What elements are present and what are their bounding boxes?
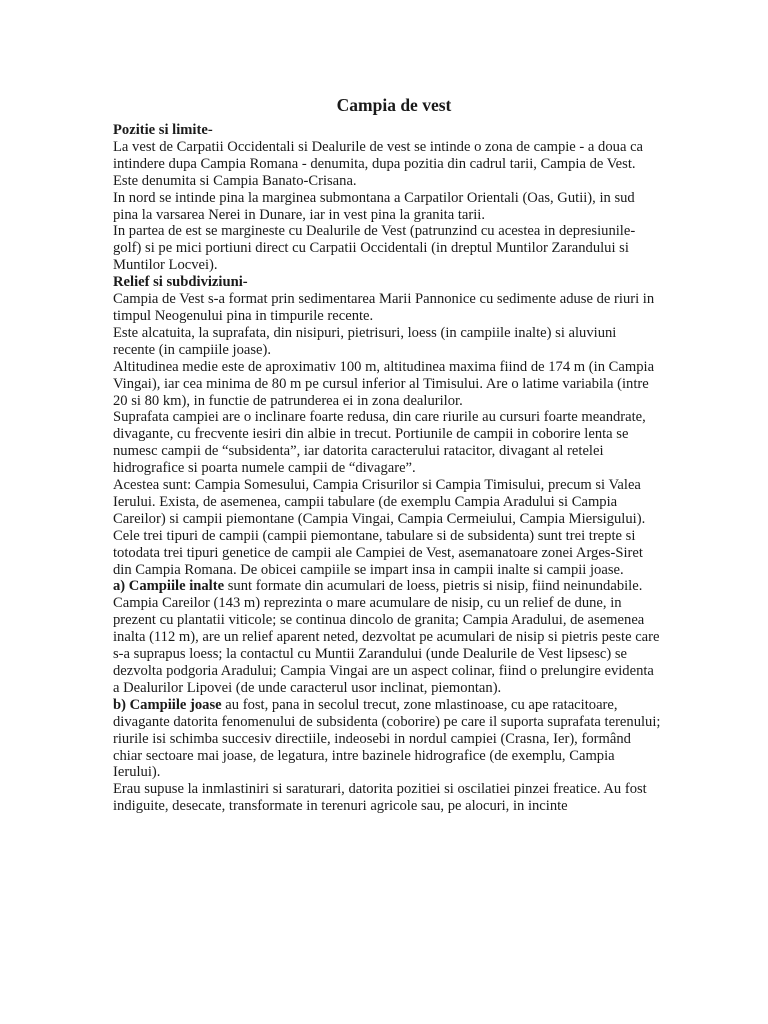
paragraph-campiile-joase (113, 697, 661, 782)
paragraph: Erau supuse la inmlastiniri si saraturari, datorita pozitiei si oscilatiei pinzei freatice. Au fost indiguite, desecate, transformate in terenuri agricole sau, pe alocuri, in incinte (113, 781, 647, 815)
paragraph: La vest de Carpatii Occidentali si Dealurile de vest se intinde o zona de campie - a doua ca intindere dupa Campia Romana - denumita, dupa pozitia din cadrul tarii, Campia de Vest. (113, 138, 644, 172)
section-heading-relief: Relief si subdiviziuni- (113, 274, 248, 291)
paragraph: In nord se intinde pina la marginea submontana a Carpatilor Orientali (Oas, Gutii), in sud pina la varsarea Nerei in Dunare, iar in vest pina la granita tarii. (113, 189, 635, 223)
paragraph: Acestea sunt: Campia Somesului, Campia Crisurilor si Campia Timisului, precum si Valea Ierului. Exista, de asemenea, campii tabulare (de exemplu Campia Aradului si Campia Careilor) si campii piemontane (Campia Vingai, Campia Cermeiului, Campia Miersigului). (113, 477, 646, 527)
section-heading-pozitie: Pozitie si limite- (113, 122, 213, 138)
paragraph: Cele trei tipuri de campii (campii piemontane, tabulare si de subsidenta) sunt trei trepte si totodata trei tipuri genetice de campii ale Campiei de Vest, asemanatoare zonei Arges-Siret din Campia Romana. De obicei campiile se impart insa in campii inalte si campii joase. (113, 527, 643, 578)
paragraph-text: sunt formate din acumulari de loess, pietris si nisip, fiind neinundabile. (224, 578, 643, 595)
paragraph: Campia Careilor (143 m) reprezinta o mare acumulare de nisip, cu un relief de dune, in prezent cu plantatii viticole; se continua dincolo de granita; Campia Aradului, de asemenea inalta (112 m), are un relief aparent neted, dezvoltat pe acumulari de nisip si pietris peste care s-a suprapus loess; la contactul cu Muntii Zarandului (unde Dealurile de Vest lipsesc) se dezvolta podgoria Aradului; Campia Vingai are un aspect colinar, fiind o prelungire evidenta a Dealurilor Lipovei (de unde caracterul usor inclinat, piemontan). (113, 595, 660, 696)
paragraph: Suprafata campiei are o inclinare foarte redusa, din care riurile au cursuri foarte meandrate, divagante, cu frecvente iesiri din albie in trecut. Portiunile de campii in coborire lenta se numesc campii de “subsidenta”, iar datorita caracterului ratacitor, divagant al retelei hidrografice si poarta numele campii de “divagare”. (113, 409, 646, 477)
paragraph: Este alcatuita, la suprafata, din nisipuri, pietrisuri, loess (in campiile inalte) si aluviuni recente (in campiile joase). (113, 324, 617, 358)
paragraph: Campia de Vest s-a format prin sedimentarea Marii Pannonice cu sedimente aduse de riuri in timpul Neogenului pina in timpurile recente. (113, 291, 655, 324)
paragraph: In partea de est se margineste cu Dealurile de Vest (patrunzind cu acestea in depresiunile-golf) si pe mici portiuni direct cu Carpatii Occidentali (in dreptul Muntilor Zarandului si Muntilor Locvei). (113, 223, 636, 274)
paragraph-campiile-inalte (113, 578, 661, 595)
paragraph: Este denumita si Campia Banato-Crisana. (113, 172, 357, 189)
paragraph-text: au fost, pana in secolul trecut, zone mlastinoase, cu ape ratacitoare, divagante datorita fenomenului de subsidenta (coborire) pe care il suporta suprafata terenului; riurile isi schimba succesiv directiile, indeosebi in nordul campiei (Crasna, Ier), formând chiar sectoare mai joase, de legatura, intre bazinele hidrografice (de exemplu, Campia Ierului). (113, 696, 661, 781)
subheading-campiile-joase: b) Campiile joase (113, 696, 222, 713)
subheading-campiile-inalte: a) Campiile inalte (113, 578, 225, 595)
page-title: Campia de vest (336, 95, 452, 115)
document-page (113, 94, 661, 815)
paragraph: Altitudinea medie este de aproximativ 100 m, altitudinea maxima fiind de 174 m (in Campia Vingai), iar cea minima de 80 m pe cursul inferior al Timisului. Are o latime variabila (intre 20 si 80 km), in functie de patrunderea ei in zona dealurilor. (113, 358, 655, 409)
